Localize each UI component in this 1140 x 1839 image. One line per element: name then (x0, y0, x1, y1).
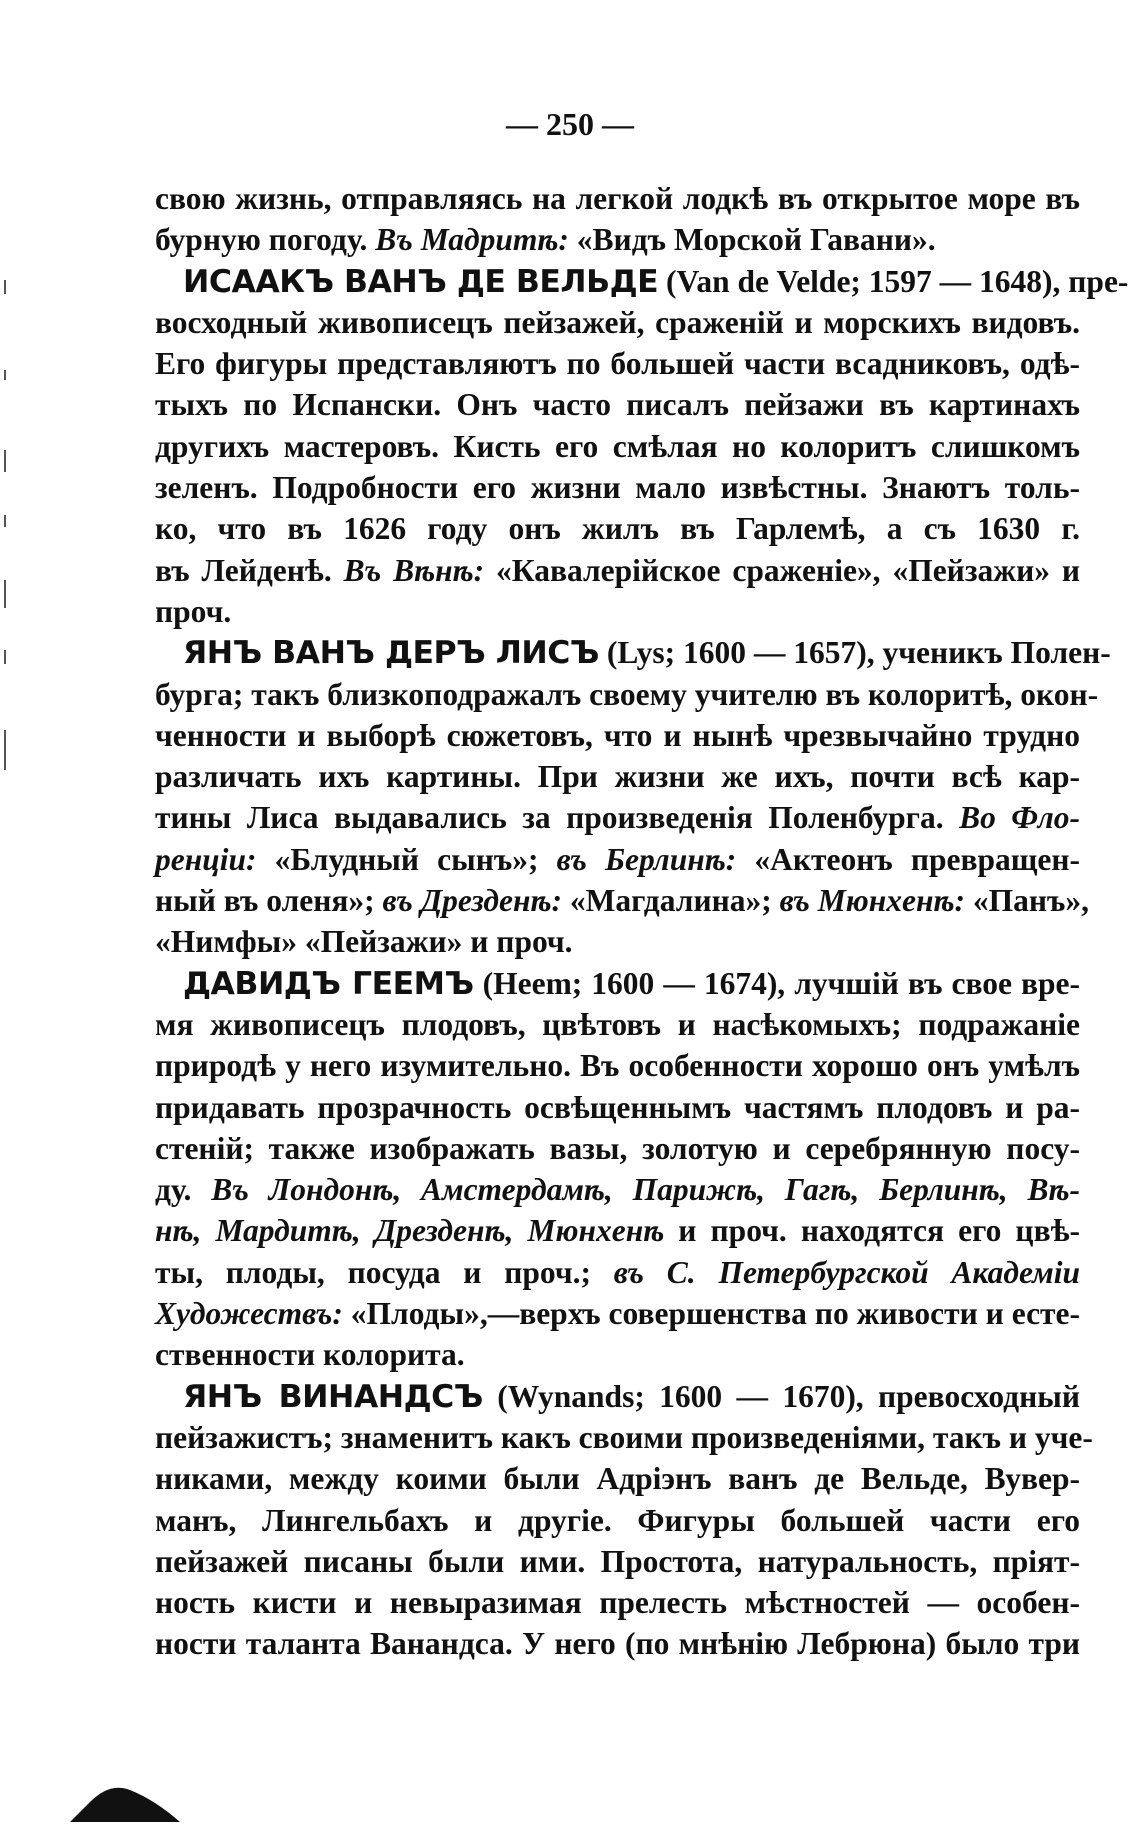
location-italic: Въ Мадритѣ: (375, 222, 569, 258)
text-line (155, 1623, 1080, 1664)
text-run: придавать прозрачность освѣщеннымъ частямъ плодовъ и ра- (155, 1089, 1080, 1125)
text-run: ности таланта Ванандса. У него (по мнѣнію Лебрюна) было три (155, 1626, 1080, 1662)
location-italic: Художествъ: (155, 1296, 343, 1332)
text-line (155, 302, 1080, 343)
text-run: «Видъ Морской Гавани». (568, 222, 936, 258)
text-run: бурную погоду. (155, 222, 376, 258)
text-run: манъ, Лингельбахъ и другіе. Фигуры большей части его (155, 1502, 1080, 1538)
text-run: стеній; также изображать вазы, золотую и серебрянную посу- (155, 1130, 1080, 1166)
text-run: (Van de Velde; 1597 — 1648), пре- (658, 263, 1129, 299)
text-run: (Wynands; 1600 — 1670), превосходный (482, 1378, 1080, 1414)
text-run: другихъ мастеровъ. Кисть его смѣлая но колоритъ слишкомъ (155, 428, 1080, 464)
artist-name: ДАВИДЪ ГЕЕМЪ (183, 965, 474, 1002)
text-line (155, 343, 1080, 384)
text-run: ченности и выборѣ сюжетовъ, что и нынѣ чрезвычайно трудно (155, 717, 1080, 753)
text-run: ный въ оленя»; (155, 883, 383, 919)
text-line (155, 1087, 1080, 1128)
text-run: никами, между коими были Адріэнъ ванъ де Вельде, Вувер- (155, 1461, 1080, 1497)
text-line (155, 715, 1080, 756)
text-line (155, 1252, 1080, 1293)
text-line (155, 921, 1080, 962)
text-run: ность кисти и невыразимая прелесть мѣстностей — особен- (155, 1585, 1080, 1621)
text-line (155, 1334, 1080, 1375)
ink-blot (70, 1772, 180, 1822)
artist-name: ЯНЪ ВАНЪ ДЕРЪ ЛИСЪ (183, 635, 599, 672)
location-italic: въ Дрезденѣ: (382, 883, 562, 919)
location-italic: въ Мюнхенѣ: (779, 883, 965, 919)
text-line (155, 674, 1099, 715)
text-line (155, 1128, 1080, 1169)
text-run: «Магдалина»; (561, 883, 780, 919)
text-line (155, 591, 1080, 632)
text-line (155, 426, 1080, 467)
location-italic: Въ Вѣнѣ: (343, 552, 485, 588)
text-line (155, 839, 1080, 880)
text-line (155, 1004, 1080, 1045)
text-run: тыхъ по Испански. Онъ часто писалъ пейзажи въ картинахъ (155, 387, 1080, 423)
text-run: въ Лейденѣ. (155, 552, 344, 588)
text-run: зеленъ. Подробности его жизни мало извѣстны. Знаютъ толь- (155, 470, 1080, 506)
text-run: «Нимфы» «Пейзажи» и проч. (155, 924, 573, 960)
text-line (155, 963, 1080, 1004)
artist-name: ЯНЪ ВИНАНДСЪ (183, 1378, 483, 1415)
text-line (155, 1582, 1080, 1623)
location-italic: въ Берлинѣ: (556, 841, 737, 877)
text-line (155, 178, 1080, 219)
text-line (155, 1169, 1080, 1210)
text-run: Его фигуры представляютъ по большей части всадниковъ, одѣ- (155, 346, 1080, 382)
text-line (155, 508, 1080, 549)
text-line (155, 1210, 1080, 1251)
text-run: ко, что въ 1626 году онъ жилъ въ Гарлемѣ, а съ 1630 г. (155, 511, 1080, 547)
text-line (155, 261, 1129, 302)
text-line (155, 797, 1080, 838)
location-italic: Во Фло- (959, 800, 1080, 836)
text-run: природѣ у него изумительно. Въ особенности хорошо онъ умѣлъ (155, 1048, 1080, 1084)
text-run: пейзажей писаны были ими. Простота, натуральность, пріят- (155, 1543, 1080, 1579)
text-line (155, 880, 1089, 921)
text-line (155, 1500, 1080, 1541)
margin-marks (4, 280, 10, 680)
text-run: «Актеонъ превращен- (736, 841, 1080, 877)
text-line (155, 1045, 1080, 1086)
text-line (155, 1541, 1080, 1582)
text-run: «Панъ», (964, 883, 1089, 919)
text-run: (Heem; 1600 — 1674), лучшій въ свое вре- (473, 965, 1080, 1001)
text-line (155, 756, 1080, 797)
text-line (155, 1417, 1093, 1458)
location-italic: ренціи: (155, 841, 257, 877)
text-run: «Плоды»,—верхъ совершенства по живости и есте- (342, 1296, 1080, 1332)
text-run: ственности колорита. (155, 1337, 465, 1373)
artist-name: ИСААКЪ ВАНЪ ДЕ ВЕЛЬДЕ (183, 263, 659, 300)
text-line (155, 1458, 1080, 1499)
text-run: мя живописецъ плодовъ, цвѣтовъ и насѣкомыхъ; подражаніе (155, 1006, 1080, 1042)
text-run: ду. (155, 1172, 212, 1208)
text-run: пейзажистъ; знаменитъ какъ своими произведеніями, такъ и уче- (155, 1419, 1093, 1455)
page-number: — 250 — (506, 106, 634, 142)
text-run: бурга; такъ близкоподражалъ своему учителю въ колоритѣ, окон- (155, 676, 1099, 712)
body-text (155, 178, 1129, 1665)
text-run: восходный живописецъ пейзажей, сраженій и морскихъ видовъ. (155, 304, 1080, 340)
text-run: (Lys; 1600 — 1657), ученикъ Полен- (598, 635, 1111, 671)
text-run: и проч. находятся его цвѣ- (664, 1213, 1080, 1249)
text-line (155, 1293, 1080, 1334)
text-line (155, 219, 1080, 260)
text-run: свою жизнь, отправляясь на легкой лодкѣ въ открытое море въ (155, 181, 1080, 216)
text-run: ты, плоды, посуда и проч.; (155, 1254, 614, 1290)
location-italic: въ С. Петербургской Академіи (613, 1254, 1080, 1290)
text-run: тины Лиса выдавались за произведенія Поленбурга. (155, 800, 960, 836)
text-run: «Кавалерійское сраженіе», «Пейзажи» и (484, 552, 1081, 588)
text-run: различать ихъ картины. При жизни же ихъ, почти всѣ кар- (155, 759, 1080, 795)
text-line (155, 632, 1111, 673)
text-line (155, 1376, 1080, 1417)
location-italic: Въ Лондонѣ, Амстердамѣ, Парижѣ, Гагѣ, Берлинѣ, Вѣ- (211, 1172, 1080, 1208)
text-run: «Блудный сынъ»; (256, 841, 557, 877)
location-italic: нѣ, Мардитѣ, Дрезденѣ, Мюнхенѣ (155, 1213, 665, 1249)
text-run: проч. (155, 593, 232, 629)
text-line (155, 550, 1080, 591)
text-line (155, 384, 1080, 425)
text-line (155, 467, 1080, 508)
